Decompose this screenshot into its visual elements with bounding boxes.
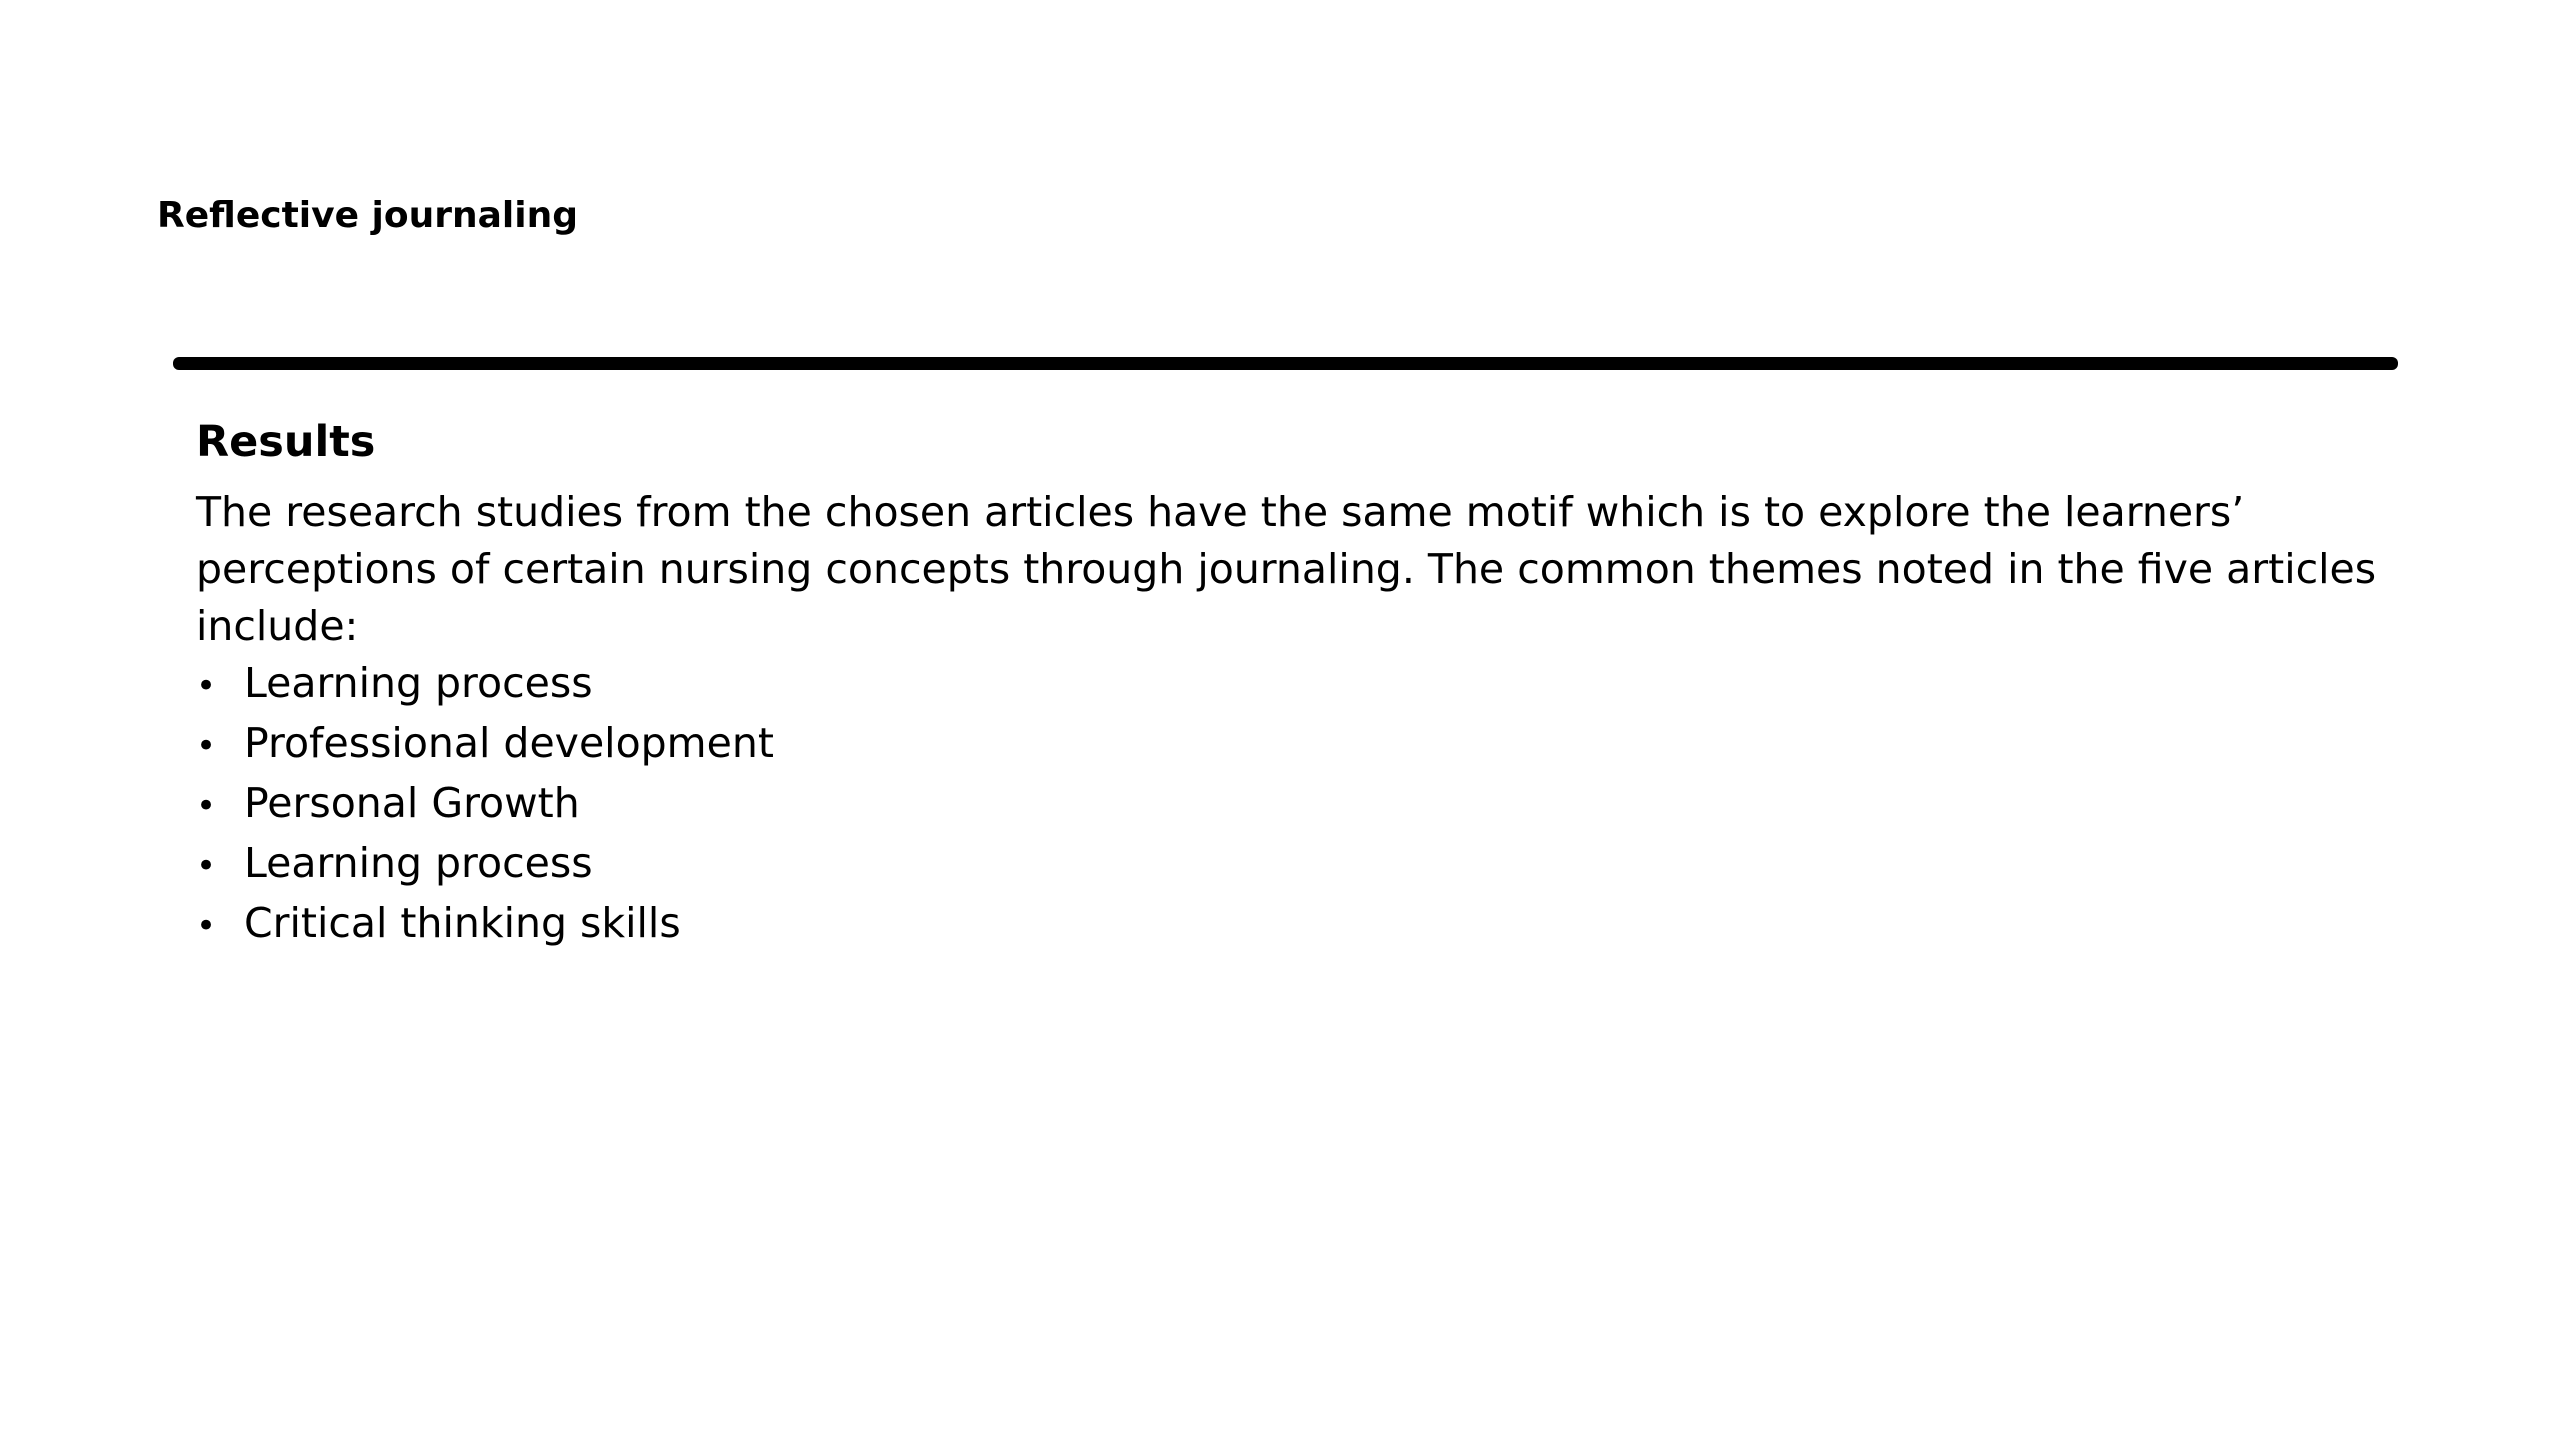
bullet-icon: •	[196, 726, 217, 766]
title-divider	[173, 357, 2398, 370]
bullet-icon: •	[196, 666, 217, 706]
results-paragraph: The research studies from the chosen articles have the same motif which is to explore the learners’ perceptions of certain nursing concepts through journaling. The common themes noted in the five articles include:	[196, 488, 2377, 650]
list-item	[196, 895, 2426, 955]
list-item	[196, 835, 2426, 895]
themes-list	[196, 655, 2426, 955]
theme-label: Professional development	[244, 719, 774, 767]
results-heading: Results	[196, 417, 376, 467]
results-section	[196, 412, 2426, 955]
theme-label: Learning process	[244, 659, 593, 707]
bullet-icon: •	[196, 906, 217, 946]
list-item	[196, 655, 2426, 715]
list-item	[196, 775, 2426, 835]
theme-label: Personal Growth	[244, 779, 580, 827]
list-item	[196, 715, 2426, 775]
bullet-icon: •	[196, 786, 217, 826]
bullet-icon: •	[196, 846, 217, 886]
theme-label: Critical thinking skills	[244, 899, 681, 947]
theme-label: Learning process	[244, 839, 593, 887]
page-title: Reflective journaling	[157, 195, 578, 236]
